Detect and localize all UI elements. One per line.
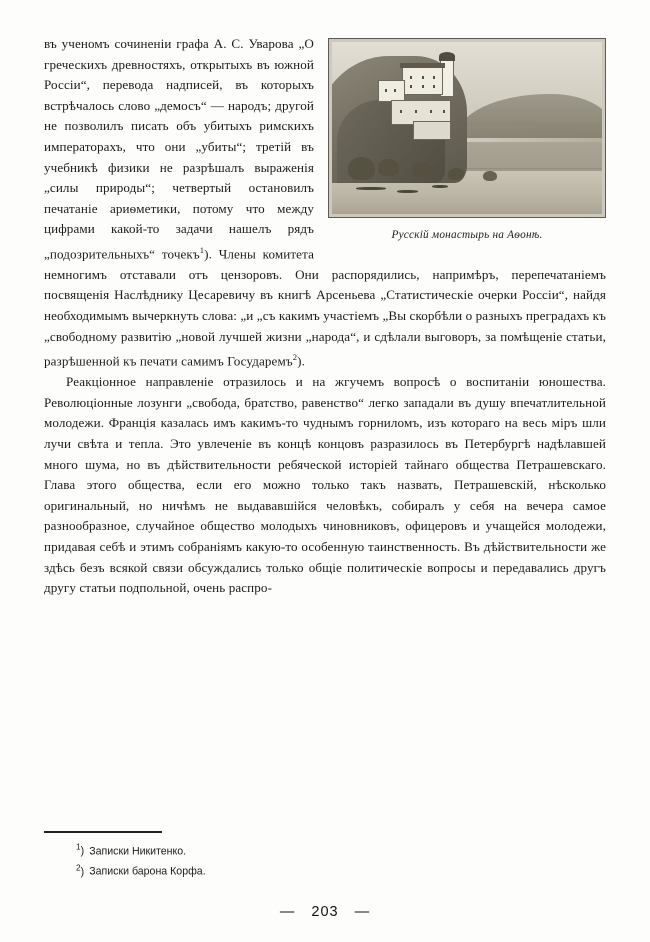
paragraph-text-part2: ). Члены комитета немногимъ отставали отъ цензоровъ. Они распорядились, напримѣръ, перепечатаніемъ посвященія Наслѣднику Цесаревичу въ книгѣ Арсеньева „Статистическіе очерки Россіи“, найдя необходимымъ вычеркнуть слова: „и „съ какимъ участіемъ „Вы скорбѣли о разныхъ преградахъ къ „свободному развитію „новой лучшей жизни „народа“, и сдѣлали выговоръ, за помѣщеніе статьи, разрѣшенной къ печати самимъ Государемъ [44,246,606,369]
paragraph-text-part3: ). [297,353,305,369]
figure-block [328,38,606,246]
monastery-building-main [402,66,443,95]
figure-caption: Русскій монастырь на Аѳонѣ. [391,229,543,241]
footnote-item [44,860,606,880]
footnote-divider [44,831,162,833]
monastery-outbuilding [413,121,451,140]
page-number: 203 [311,904,339,920]
footer-dash-left: — [279,904,296,920]
page-footer [0,904,650,920]
paragraph-text-part1: въ ученомъ сочиненіи графа А. С. Уварова „О греческихъ древностяхъ, открытыхъ въ южной Россіи“, перевода надписей, въ которыхъ встрѣчалось слово „демосъ“ — народъ; другой не позволилъ писать объ убитыхъ римскихъ императорахъ, что они „убиты“; третій въ учебникѣ физики не разрѣшалъ выраженія „силы природы“; четвертый остановилъ печатаніе ариѳметики, потому что между цифрами какой-то задачи нашелъ рядъ „подозрительныхъ“ точекъ [44,36,314,262]
footnote-text: Записки барона Корфа. [89,865,206,878]
boat [356,187,386,190]
tree-cluster [378,159,400,176]
footnote-marker: $^1$) [76,841,85,858]
tree-cluster [483,171,497,181]
tower-cap [439,52,455,61]
footnote-reference-2: 2 [292,352,298,363]
footnote-text: Записки Никитенко. [89,845,187,858]
building-roof [400,63,445,68]
tree-cluster [448,168,464,180]
footnote-area [44,831,606,880]
tree-cluster [348,157,375,179]
footnote-item [44,840,606,860]
footnote-marker: $^2$) [76,861,85,878]
paragraph-reaction-youth: Реакціонное направленіе отразилось и на жгучемъ вопросѣ о воспитаніи юношества. Революціонные лозунги „свобода, братство, равенство“ легко западали въ душу впечатлительной молодежи. Франція казалась имъ какимъ-то чуднымъ горниломъ, изъ котораго на весь міръ шли лучи свѣта и тепла. Это увлеченіе въ концѣ концовъ разразилось въ Петербургѣ надѣлавшей много шума, но въ дѣйствительности ребяческой исторіей тайнаго общества Петрашевскаго. Глава этого общества, если его можно только такъ назвать, Петрашевскій, нѣсколько оригинальный, но ничѣмъ не выдававшійся человѣкъ, собиралъ у себя на вечера самое разнообразное, случайное общество молодыхъ чиновниковъ, офицеровъ и учащейся молодежи, придавая себѣ и этимъ собраніямъ какую-то особенную таинственность. Въ дѣйствительности же здѣсь безъ всякой связи обсуждались только общіе политическіе вопросы и передавались другъ другу статьи подпольной, очень распро- [44,374,606,596]
figure-frame [328,38,606,218]
engraving-russian-monastery-athos-image [332,42,602,214]
tree-cluster [413,162,432,177]
footer-dash-right: — [354,904,371,920]
main-text-column [44,34,606,599]
monastery-building-left [378,80,405,102]
footnote-reference-1: 1 [199,244,205,255]
